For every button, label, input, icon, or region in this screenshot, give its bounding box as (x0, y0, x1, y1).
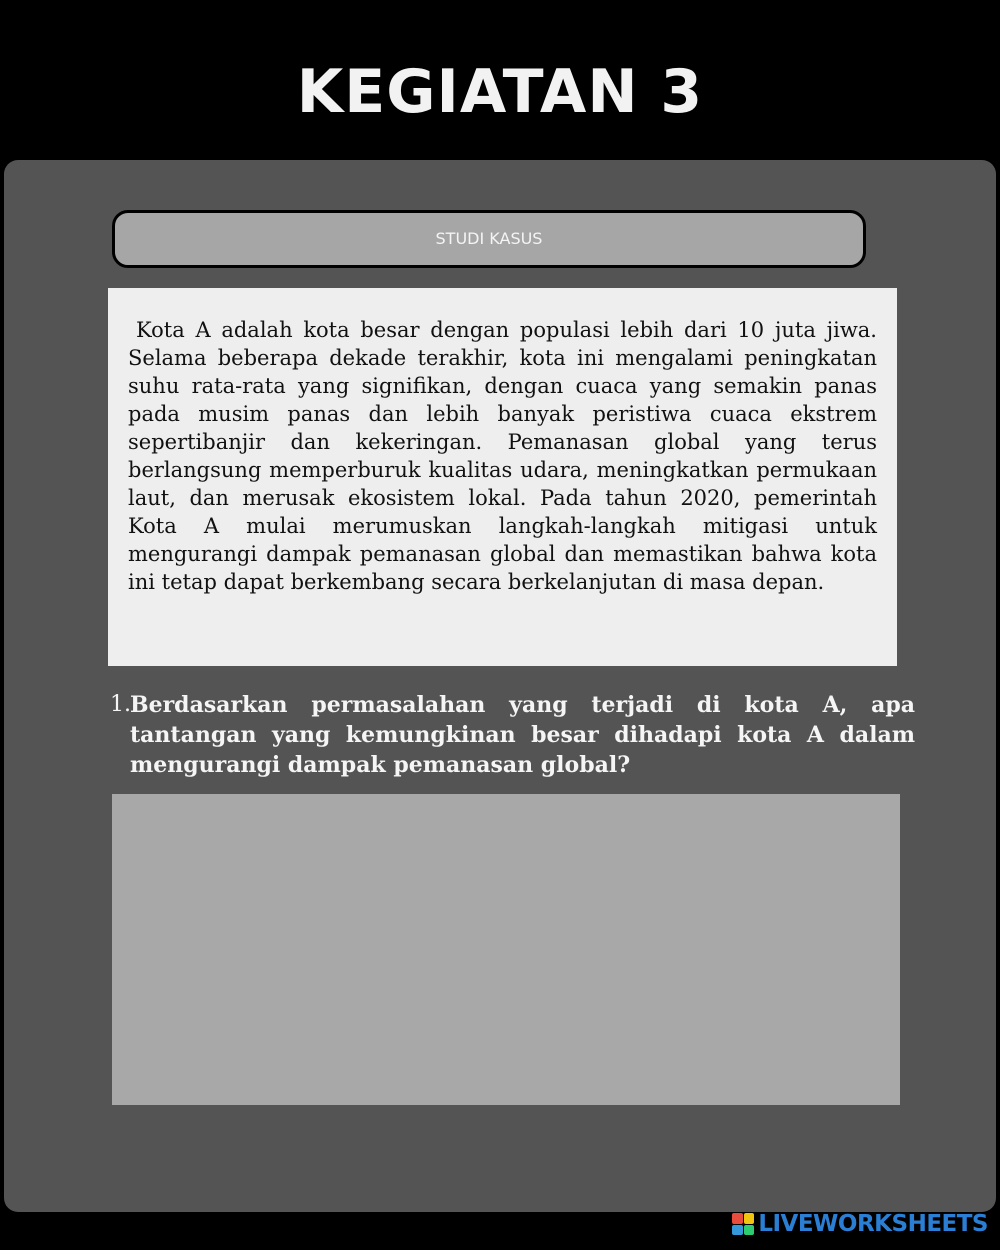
case-study-box (108, 288, 897, 666)
case-study-text: Kota A adalah kota besar dengan populasi lebih dari 10 juta jiwa. Selama beberapa dekade terakhir, kota ini mengalami peningkatan suhu rata-rata yang signifikan, dengan cuaca yang semakin panas pada musim panas dan lebih banyak peristiwa cuaca ekstrem sepertibanjir dan kekeringan. Pemanasan global yang terus berlangsung memperburuk kualitas udara, meningkatkan permukaan laut, dan merusak ekosistem lokal. Pada tahun 2020, pemerintah Kota A mulai merumuskan langkah-langkah mitigasi untuk mengurangi dampak pemanasan global dan memastikan bahwa kota ini tetap dapat berkembang secara berkelanjutan di masa depan. (128, 318, 877, 594)
liveworksheets-logo-icon (732, 1213, 754, 1235)
liveworksheets-brand (732, 1210, 988, 1238)
brand-text: LIVEWORKSHEETS (758, 1211, 988, 1237)
answer-input[interactable] (112, 794, 900, 1105)
question-1 (110, 690, 915, 780)
question-number: 1. (110, 692, 131, 717)
section-label: STUDI KASUS (112, 210, 866, 268)
question-text: Berdasarkan permasalahan yang terjadi di kota A, apa tantangan yang kemungkinan besar dihadapi kota A dalam mengurangi dampak pemanasan global? (130, 692, 915, 778)
page-title: KEGIATAN 3 (296, 57, 704, 127)
